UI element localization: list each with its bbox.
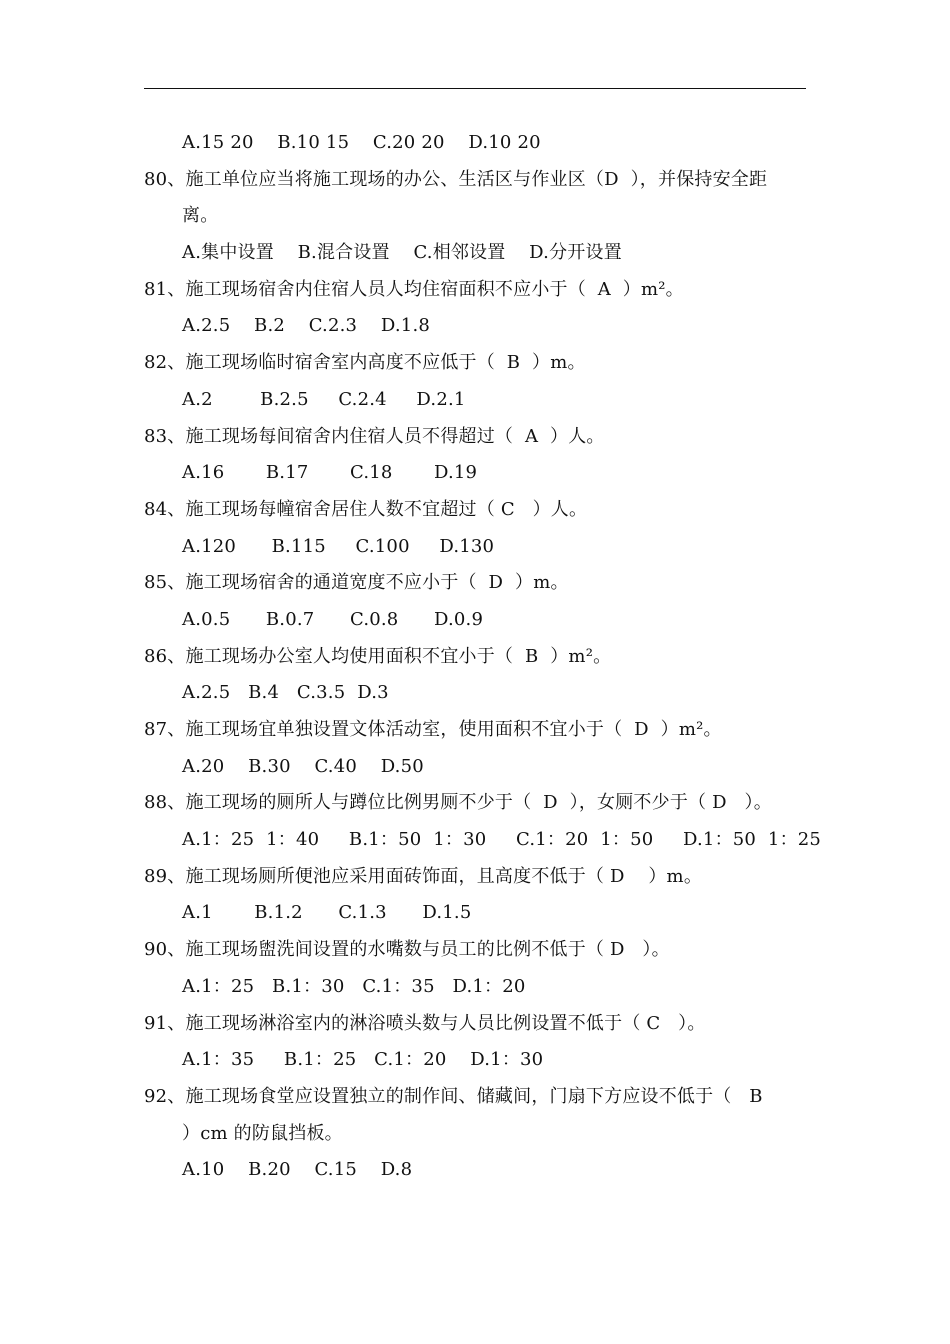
- question-89-options: A.1 B.1.2 C.1.3 D.1.5: [182, 902, 472, 924]
- question-84: [144, 492, 814, 529]
- question-text: 施工现场宜单独设置文体活动室，使用面积不宜小于（ D ）m²。: [185, 719, 722, 740]
- question-number: 89、: [144, 865, 186, 887]
- question-text: 施工现场每幢宿舍居住人数不宜超过（ C ）人。: [185, 498, 588, 520]
- question-text: 施工单位应当将施工现场的办公、生活区与作业区（D ），并保持安全距: [185, 168, 768, 190]
- question-92: [144, 1079, 814, 1116]
- question-number: 86、: [144, 645, 186, 667]
- header-rule: [144, 88, 806, 89]
- question-text: 施工现场办公室人均使用面积不宜小于（ B ）m²。: [185, 645, 612, 667]
- question-text: 施工现场的厕所人与蹲位比例男厕不少于（ D ），女厕不少于（ D ）。: [185, 792, 772, 814]
- question-number: 88、: [144, 792, 186, 814]
- question-85: [144, 565, 814, 602]
- question-90: [144, 932, 814, 969]
- question-82-options: A.2 B.2.5 C.2.4 D.2.1: [182, 388, 466, 410]
- question-86-options: A.2.5 B.4 C.3.5 D.3: [182, 682, 389, 704]
- question-87-options: A.20 B.30 C.40 D.50: [182, 755, 424, 777]
- question-84-options: A.120 B.115 C.100 D.130: [182, 535, 495, 557]
- question-81-options: A.2.5 B.2 C.2.3 D.1.8: [182, 315, 431, 337]
- question-number: 90、: [144, 939, 186, 961]
- question-text: 施工现场每间宿舍内住宿人员不得超过（ A ）人。: [185, 425, 605, 447]
- question-text: 施工现场厕所便池应采用面砖饰面，且高度不低于（ D ）m。: [185, 865, 703, 887]
- question-90-options: A.1：25 B.1：30 C.1：35 D.1：20: [182, 975, 526, 997]
- question-92-continued: ）cm 的防鼠挡板。: [182, 1122, 343, 1144]
- question-82: [144, 345, 814, 382]
- question-text: 施工现场宿舍内住宿人员人均住宿面积不应小于（ A ）m²。: [185, 278, 684, 300]
- question-87: [144, 712, 814, 749]
- question-88-options: A.1：25 1：40 B.1：50 1：30 C.1：20 1：50 D.1：50 1：25: [182, 829, 822, 851]
- question-number: 85、: [144, 572, 186, 594]
- question-86: [144, 639, 814, 676]
- question-83-options: A.16 B.17 C.18 D.19: [182, 462, 478, 484]
- question-92-options: A.10 B.20 C.15 D.8: [182, 1159, 413, 1181]
- question-81: [144, 272, 814, 309]
- document-body: [144, 125, 822, 1189]
- question-number: 83、: [144, 425, 186, 447]
- question-91: [144, 1006, 814, 1043]
- question-number: 80、: [144, 168, 186, 190]
- question-text: 施工现场盥洗间设置的水嘴数与员工的比例不低于（ D ）。: [185, 939, 670, 961]
- question-number: 84、: [144, 498, 186, 520]
- question-91-options: A.1：35 B.1：25 C.1：20 D.1：30: [182, 1049, 544, 1071]
- question-number: 82、: [144, 352, 186, 374]
- question-88: [144, 785, 814, 822]
- question-80-continued: 离。: [182, 205, 219, 227]
- question-83: [144, 419, 814, 456]
- question-text: 施工现场临时宿舍室内高度不应低于（ B ）m。: [185, 352, 586, 374]
- question-number: 87、: [144, 719, 186, 740]
- question-89: [144, 859, 814, 896]
- question-text: 施工现场食堂应设置独立的制作间、储藏间，门扇下方应设不低于（ B: [185, 1085, 763, 1107]
- question-text: 施工现场淋浴室内的淋浴喷头数与人员比例设置不低于（ C ）。: [185, 1012, 706, 1034]
- q79-options: A.15 20 B.10 15 C.20 20 D.10 20: [182, 132, 541, 153]
- question-80: [144, 162, 814, 199]
- question-text: 施工现场宿舍的通道宽度不应小于（ D ）m。: [185, 572, 569, 594]
- question-80-options: A.集中设置 B.混合设置 C.相邻设置 D.分开设置: [182, 242, 622, 264]
- question-number: 91、: [144, 1012, 186, 1034]
- question-number: 92、: [144, 1085, 186, 1107]
- question-number: 81、: [144, 278, 186, 300]
- question-85-options: A.0.5 B.0.7 C.0.8 D.0.9: [182, 608, 484, 630]
